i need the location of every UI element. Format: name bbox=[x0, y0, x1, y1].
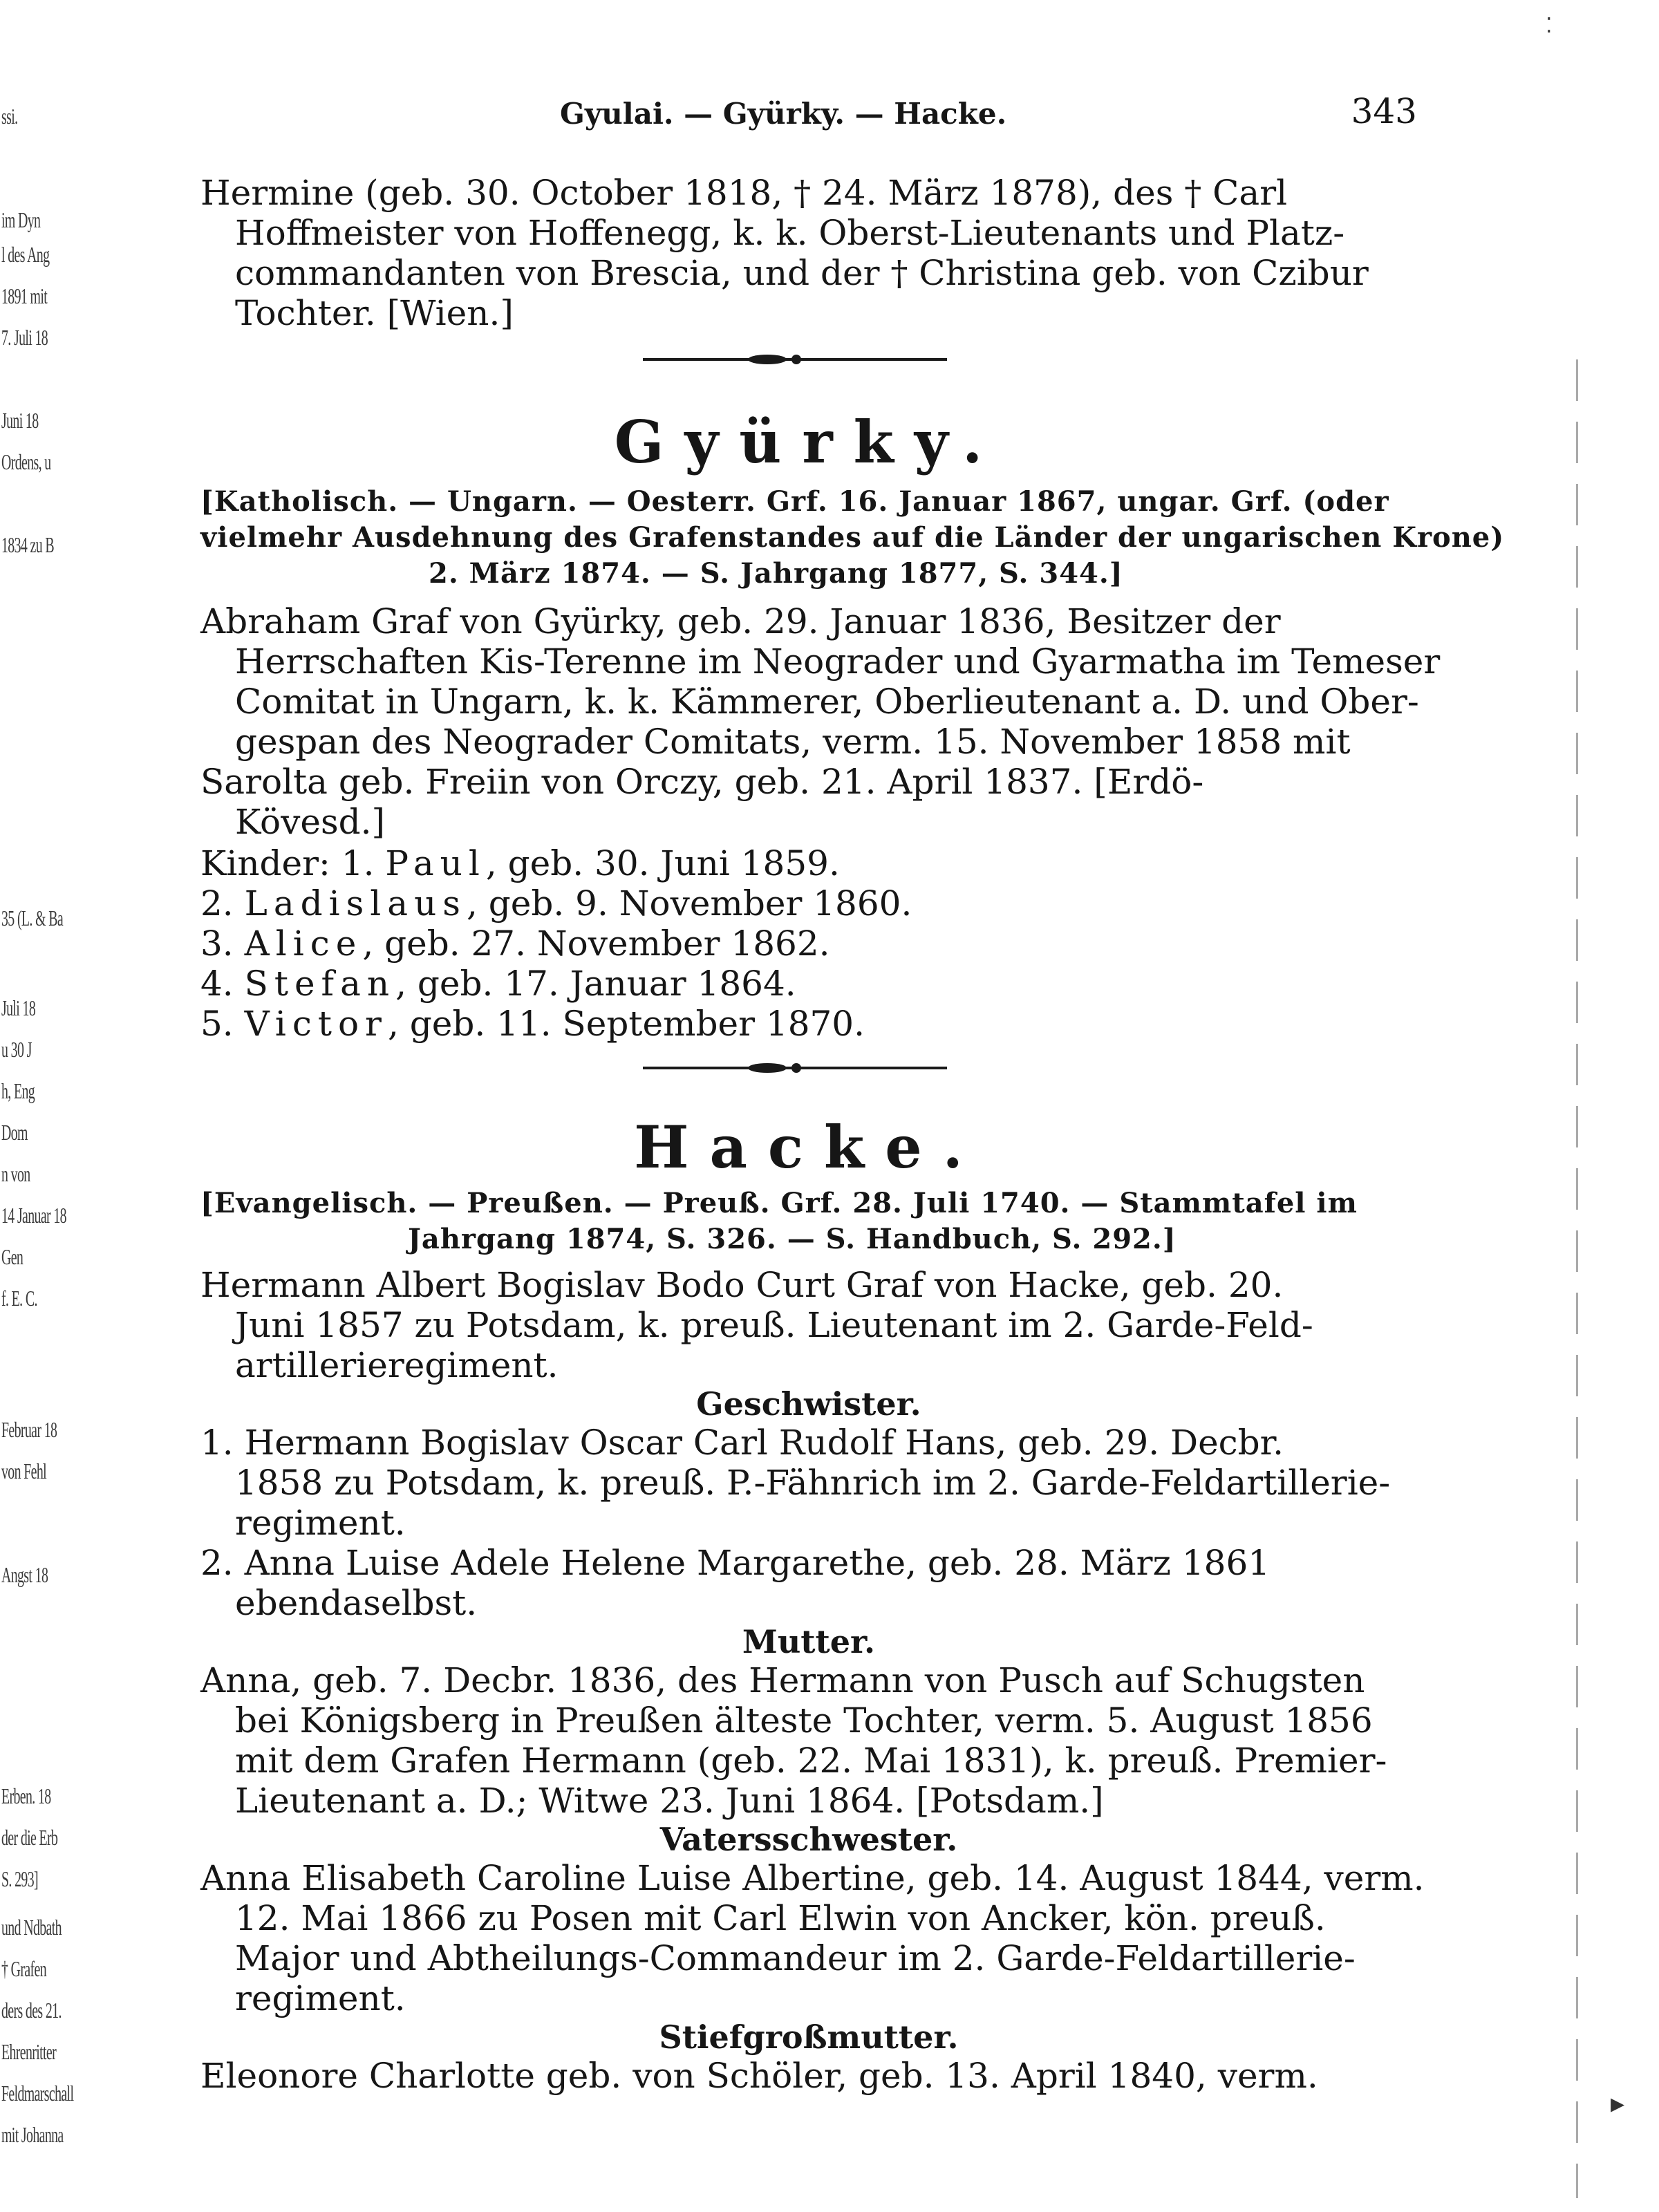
children-label: Kinder: bbox=[200, 843, 330, 883]
text-line: 1. Hermann Bogislav Oscar Carl Rudolf Hans, geb. 29. Decbr. bbox=[200, 1423, 1284, 1463]
bleed-line: Erben. 18 bbox=[1, 1783, 51, 1808]
text-line: Anna Elisabeth Caroline Luise Albertine, geb. 14. August 1844, verm. bbox=[200, 1858, 1425, 1898]
hacke-meta bbox=[200, 1185, 1417, 1257]
hacke-main-entry bbox=[200, 1265, 1425, 2096]
text-line: Kövesd.] bbox=[235, 802, 386, 842]
text-line: Eleonore Charlotte geb. von Schöler, geb. 13. April 1840, verm. bbox=[200, 2056, 1318, 2096]
text-line: Lieutenant a. D.; Witwe 23. Juni 1864. [Potsdam.] bbox=[235, 1781, 1104, 1821]
running-title: Gyulai. — Gyürky. — Hacke. bbox=[560, 97, 1007, 131]
gyurky-children bbox=[200, 843, 1417, 1044]
text-line: Juni 1857 zu Potsdam, k. preuß. Lieutenant im 2. Garde-Feld- bbox=[235, 1305, 1313, 1345]
meta-line: Jahrgang 1874, S. 326. — S. Handbuch, S. 292.] bbox=[408, 1223, 1177, 1255]
child-name: Ladislaus bbox=[244, 883, 467, 924]
child-line bbox=[200, 843, 1417, 883]
child-line bbox=[200, 883, 1417, 924]
child-number: 4. bbox=[200, 964, 234, 1004]
child-name: Stefan bbox=[244, 964, 396, 1004]
bleed-line: Februar 18 bbox=[1, 1417, 57, 1442]
bleed-line: und Ndbath bbox=[1, 1915, 62, 1940]
text-line: commandanten von Brescia, und der † Christina geb. von Czibur bbox=[235, 253, 1369, 293]
text-line: Hoffmeister von Hoffenegg, k. k. Oberst-Lieutenants und Platz- bbox=[235, 213, 1345, 253]
bleed-line: Juli 18 bbox=[1, 995, 36, 1020]
meta-line: [Evangelisch. — Preußen. — Preuß. Grf. 28. Juli 1740. — Stammtafel im bbox=[200, 1187, 1358, 1219]
page-header bbox=[200, 91, 1417, 145]
section-title-hacke: Hacke. bbox=[634, 1113, 984, 1181]
text-line: Comitat in Ungarn, k. k. Kämmerer, Oberlieutenant a. D. und Ober- bbox=[235, 682, 1419, 722]
bleed-line: † Grafen bbox=[1, 1956, 46, 1981]
bleed-line: S. 293] bbox=[1, 1866, 38, 1891]
child-details: , geb. 9. November 1860. bbox=[466, 883, 912, 924]
facing-page-bleed bbox=[0, 0, 131, 2212]
text-line: regiment. bbox=[235, 1978, 406, 2018]
bleed-line: Angst 18 bbox=[1, 1562, 48, 1587]
bleed-line: l des Ang bbox=[1, 242, 50, 267]
text-line: Abraham Graf von Gyürky, geb. 29. Januar 1836, Besitzer der bbox=[200, 601, 1281, 641]
bleed-line: f. E. C. bbox=[1, 1286, 37, 1311]
bleed-line: Gen bbox=[1, 1244, 24, 1269]
child-number: 5. bbox=[200, 1004, 234, 1044]
bleed-line: Feldmarschall bbox=[1, 2081, 74, 2106]
meta-line: [Katholisch. — Ungarn. — Oesterr. Grf. 16. Januar 1867, ungar. Grf. (oder bbox=[200, 485, 1389, 518]
text-line: gespan des Neograder Comitats, verm. 15. November 1858 mit bbox=[235, 722, 1351, 762]
bleed-line: im Dyn bbox=[1, 207, 41, 232]
child-number: 2. bbox=[200, 883, 234, 924]
text-line: mit dem Grafen Hermann (geb. 22. Mai 1831), k. preuß. Premier- bbox=[235, 1741, 1387, 1781]
bleed-line: h, Eng bbox=[1, 1078, 35, 1103]
text-line: 12. Mai 1866 zu Posen mit Carl Elwin von Ancker, kön. preuß. bbox=[235, 1898, 1326, 1938]
child-number: 3. bbox=[200, 924, 234, 964]
child-name: Paul bbox=[385, 843, 486, 883]
page-number: 343 bbox=[1351, 91, 1417, 131]
subheading-stepgrandmother: Stiefgroßmutter. bbox=[659, 2018, 959, 2056]
text-line: bei Königsberg in Preußen älteste Tochter, verm. 5. August 1856 bbox=[235, 1700, 1373, 1741]
bleed-line: Juni 18 bbox=[1, 408, 39, 433]
bleed-line: 7. Juli 18 bbox=[1, 325, 48, 350]
bleed-line: von Fehl bbox=[1, 1459, 47, 1483]
text-line: Hermine (geb. 30. October 1818, † 24. März 1878), des † Carl bbox=[200, 173, 1288, 213]
text-line: artillerieregiment. bbox=[235, 1345, 559, 1385]
child-line bbox=[200, 1004, 1417, 1044]
bleed-line: 35 (L. & Ba bbox=[1, 906, 64, 930]
bleed-line: ssi. bbox=[1, 104, 18, 129]
text-line: Tochter. [Wien.] bbox=[235, 293, 514, 333]
meta-line: 2. März 1874. — S. Jahrgang 1877, S. 344.] bbox=[429, 557, 1123, 590]
bleed-line: der die Erb bbox=[1, 1825, 58, 1850]
child-details: , geb. 11. September 1870. bbox=[387, 1004, 865, 1044]
child-line bbox=[200, 964, 1417, 1004]
child-details: , geb. 17. Januar 1864. bbox=[395, 964, 796, 1004]
child-line bbox=[200, 924, 1417, 964]
child-details: , geb. 30. Juni 1859. bbox=[485, 843, 840, 883]
section-divider-ornament bbox=[643, 353, 947, 366]
meta-line: vielmehr Ausdehnung des Grafenstandes auf die Länder der ungarischen Krone) bbox=[200, 521, 1505, 554]
right-margin-rule bbox=[1576, 359, 1578, 2198]
corner-mark: ▸ bbox=[1611, 2088, 1625, 2119]
text-line: Anna, geb. 7. Decbr. 1836, des Hermann von Pusch auf Schugsten bbox=[200, 1660, 1365, 1700]
text-line: 2. Anna Luise Adele Helene Margarethe, geb. 28. März 1861 bbox=[200, 1543, 1271, 1583]
subheading-aunt: Vatersschwester. bbox=[659, 1821, 958, 1858]
gyurky-meta bbox=[200, 484, 1505, 592]
section-title-gyurky: Gyürky. bbox=[614, 408, 1004, 476]
child-details: , geb. 27. November 1862. bbox=[362, 924, 830, 964]
intro-entry bbox=[200, 173, 1417, 333]
child-name: Alice bbox=[244, 924, 363, 964]
subheading-mother: Mutter. bbox=[742, 1623, 876, 1660]
bleed-line: Ehrenritter bbox=[1, 2039, 57, 2064]
text-line: Major und Abtheilungs-Commandeur im 2. Garde-Feldartillerie- bbox=[235, 1938, 1356, 1978]
bleed-line: ders des 21. bbox=[1, 1998, 62, 2023]
text-line: Herrschaften Kis-Terenne im Neograder und Gyarmatha im Temeser bbox=[235, 641, 1441, 682]
text-line: Sarolta geb. Freiin von Orczy, geb. 21. April 1837. [Erdö- bbox=[200, 762, 1204, 802]
text-line: regiment. bbox=[235, 1503, 406, 1543]
bleed-line: Dom bbox=[1, 1120, 28, 1145]
subheading-siblings: Geschwister. bbox=[696, 1385, 921, 1423]
section-divider-ornament bbox=[643, 1061, 947, 1075]
child-name: Victor bbox=[244, 1004, 388, 1044]
bleed-line: u 30 J bbox=[1, 1037, 32, 1062]
child-number: 1. bbox=[341, 843, 375, 883]
bleed-line: 14 Januar 18 bbox=[1, 1203, 66, 1228]
bleed-line: n von bbox=[1, 1161, 30, 1186]
text-line: ebendaselbst. bbox=[235, 1583, 478, 1623]
bleed-line: 1891 mit bbox=[1, 283, 48, 308]
corner-mark: ⁚ bbox=[1546, 14, 1553, 38]
text-line: 1858 zu Potsdam, k. preuß. P.-Fähnrich im 2. Garde-Feldartillerie- bbox=[235, 1463, 1391, 1503]
bleed-line: mit Johanna bbox=[1, 2122, 64, 2147]
bleed-line: Ordens, u bbox=[1, 449, 51, 474]
gyurky-main-entry bbox=[200, 601, 1441, 842]
bleed-line: 1834 zu B bbox=[1, 532, 54, 557]
text-line: Hermann Albert Bogislav Bodo Curt Graf von Hacke, geb. 20. bbox=[200, 1265, 1284, 1305]
